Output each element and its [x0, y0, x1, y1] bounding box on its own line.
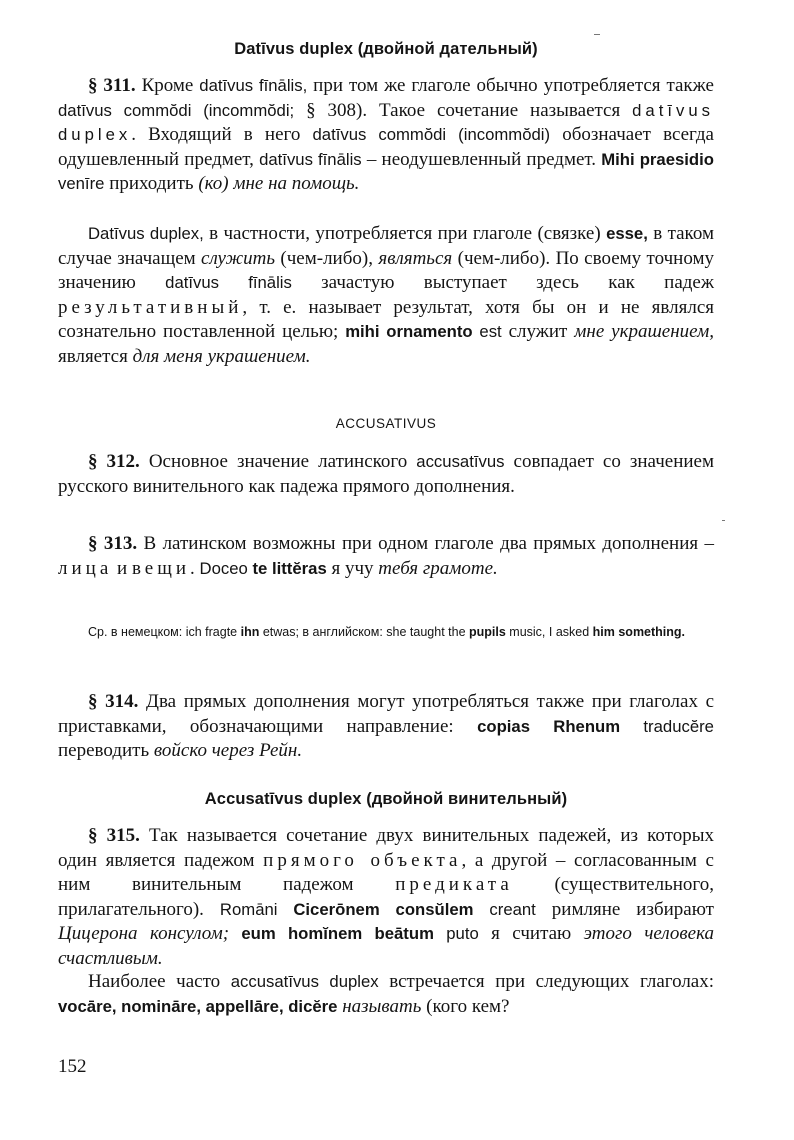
foreign-example: pupils: [465, 625, 506, 639]
paragraph-315-continued: [58, 970, 714, 1019]
latin-example: te littĕras: [247, 558, 327, 578]
foreign-term: she taught the: [386, 625, 466, 639]
text: Наиболее часто: [88, 971, 231, 992]
section-heading-dativus-duplex: Datīvus duplex (двойной дательный): [234, 40, 538, 58]
scan-mark: [594, 34, 600, 35]
text: в таком случае значащем: [58, 223, 714, 269]
latin-term: est: [472, 322, 502, 342]
text: Ср. в немецком:: [88, 625, 186, 639]
foreign-term: ich fragte: [185, 625, 238, 639]
latin-term: puto: [433, 924, 479, 944]
section-accusativus: [58, 416, 714, 431]
latin-term: traducĕre: [620, 716, 714, 736]
section-heading-accusativus: ACCUSATIVUS: [335, 416, 437, 431]
scan-mark: [722, 520, 725, 521]
paragraph-315: [58, 824, 714, 972]
text: Два прямых дополнения могут употребляться также при глаголах с приставками, обозначающими направление:: [58, 691, 715, 737]
text: совпадает со значением русского винительного как падежа прямого дополнения.: [58, 451, 715, 497]
paragraph-311-continued: [58, 222, 714, 370]
text: (существительного, прилагательного).: [58, 874, 714, 920]
text: § 308). Такое сочетание называется: [294, 99, 633, 121]
latin-term: Romāni: [219, 899, 278, 919]
text: я считаю: [478, 923, 584, 945]
text: Кроме: [135, 75, 200, 96]
text: (кого кем?: [421, 995, 510, 1017]
translation: называть: [337, 995, 422, 1017]
paragraph-315-text: [58, 824, 714, 972]
foreign-example: ihn: [237, 625, 260, 639]
text: в английском:: [298, 625, 387, 639]
paragraph-314: [58, 690, 714, 764]
spaced-term: лица: [58, 557, 113, 579]
latin-term: datīvus fīnālis,: [199, 76, 308, 95]
text: (чем-либо). По своему точному значению: [58, 247, 714, 294]
paragraph-311-text: [58, 74, 714, 197]
latin-term: datīvus fīnālis: [165, 273, 292, 293]
latin-term: accusatīvus duplex: [230, 972, 379, 991]
latin-example: eum homĭnem beātum: [229, 924, 434, 944]
translation: для меня украшением.: [132, 345, 311, 367]
translation: тебя грамоте.: [378, 557, 498, 579]
comparison-note-text: [58, 622, 714, 643]
text: (чем-либо),: [275, 247, 379, 269]
text: Так называется сочетание двух винительных падежей, из которых один является падежом: [58, 825, 714, 871]
section-number: § 312.: [88, 451, 140, 472]
translation: являться: [378, 247, 453, 269]
text: переводить: [58, 740, 154, 762]
text: Основное значение латинского: [139, 451, 417, 472]
text: я учу: [326, 557, 379, 579]
paragraph-311: [58, 74, 714, 197]
text: и: [112, 557, 132, 579]
latin-term: datīvus commŏdi (incommŏdi;: [58, 100, 295, 120]
section-number: § 315.: [88, 825, 140, 846]
spaced-term: datīvus duplex: [58, 100, 714, 145]
latin-term: datīvus fīnālis: [259, 149, 362, 169]
text: служит: [501, 321, 575, 343]
latin-term: accusatīvus: [416, 452, 505, 471]
translation: войско через Рейн.: [153, 740, 303, 762]
translation: Цицерона консулом;: [58, 923, 230, 945]
text: .: [190, 557, 200, 579]
comparison-note: [58, 622, 714, 643]
section-heading-accusativus-duplex: Accusatīvus duplex (двойной винительный): [204, 790, 568, 808]
latin-example: Mihi praesidio: [601, 149, 714, 169]
text: зачастую выступает здесь как падеж: [291, 272, 714, 294]
latin-example: copias Rhenum: [477, 716, 621, 736]
paragraph-314-text: [58, 690, 714, 764]
section-number: § 311.: [88, 75, 136, 96]
text: римляне избирают: [535, 898, 714, 920]
foreign-term: etwas;: [259, 625, 299, 639]
latin-term: Datīvus duplex,: [88, 224, 204, 243]
spaced-term: предиката: [395, 874, 513, 896]
latin-example: mihi ornamento: [345, 322, 473, 342]
spaced-term: результативный: [58, 296, 243, 318]
page-number: 152: [58, 1056, 87, 1077]
section-number: § 313.: [88, 533, 138, 554]
paragraph-312: [58, 450, 714, 499]
latin-term: creant: [473, 899, 536, 919]
text: . Входящий в него: [131, 124, 313, 146]
spaced-term: прямого объекта: [263, 849, 462, 871]
latin-example: vocāre, nomināre, appellāre, dicĕre: [58, 996, 338, 1016]
text: , т. е. называет результат, хотя бы он и не являлся сознательно поставленной целью;: [58, 296, 714, 343]
section-dativus-duplex: [58, 40, 714, 59]
latin-term: venīre: [58, 174, 105, 194]
text: обозначает всегда одушевленный предмет,: [58, 124, 714, 170]
section-number: § 314.: [88, 691, 139, 712]
latin-term: Doceo: [199, 558, 248, 578]
translation: мне украшением,: [574, 321, 715, 343]
translation: служить: [201, 247, 276, 269]
translation: (ко) мне на помощь.: [198, 173, 360, 195]
text: при том же глаголе обычно употребляется также: [307, 75, 714, 96]
text: , а другой – согласованным с ним винительным падежом: [58, 849, 714, 896]
text: В латинском возможны при одном глаголе два прямых дополнения –: [137, 533, 715, 554]
paragraph-313-text: [58, 532, 714, 581]
spaced-term: вещи: [131, 557, 191, 579]
text: – неодушевленный предмет.: [361, 148, 602, 170]
paragraph-311b-text: [58, 222, 714, 370]
foreign-term: music, I asked: [505, 625, 590, 639]
translation: этого человека счастливым.: [58, 923, 714, 969]
latin-example: esse,: [606, 224, 648, 243]
text: приходить: [104, 173, 199, 195]
text: является: [58, 345, 133, 367]
text: встречается при следующих глаголах:: [378, 971, 715, 992]
paragraph-313: [58, 532, 714, 581]
text: в частности, употребляется при глаголе (связке): [203, 223, 607, 244]
paragraph-315b-text: [58, 970, 714, 1019]
latin-term: datīvus commŏdi (incommŏdi): [312, 125, 551, 145]
paragraph-312-text: [58, 450, 714, 499]
foreign-example: him something.: [589, 625, 686, 639]
section-accusativus-duplex: [58, 790, 714, 809]
latin-example: Cicerōnem consŭlem: [277, 899, 474, 919]
